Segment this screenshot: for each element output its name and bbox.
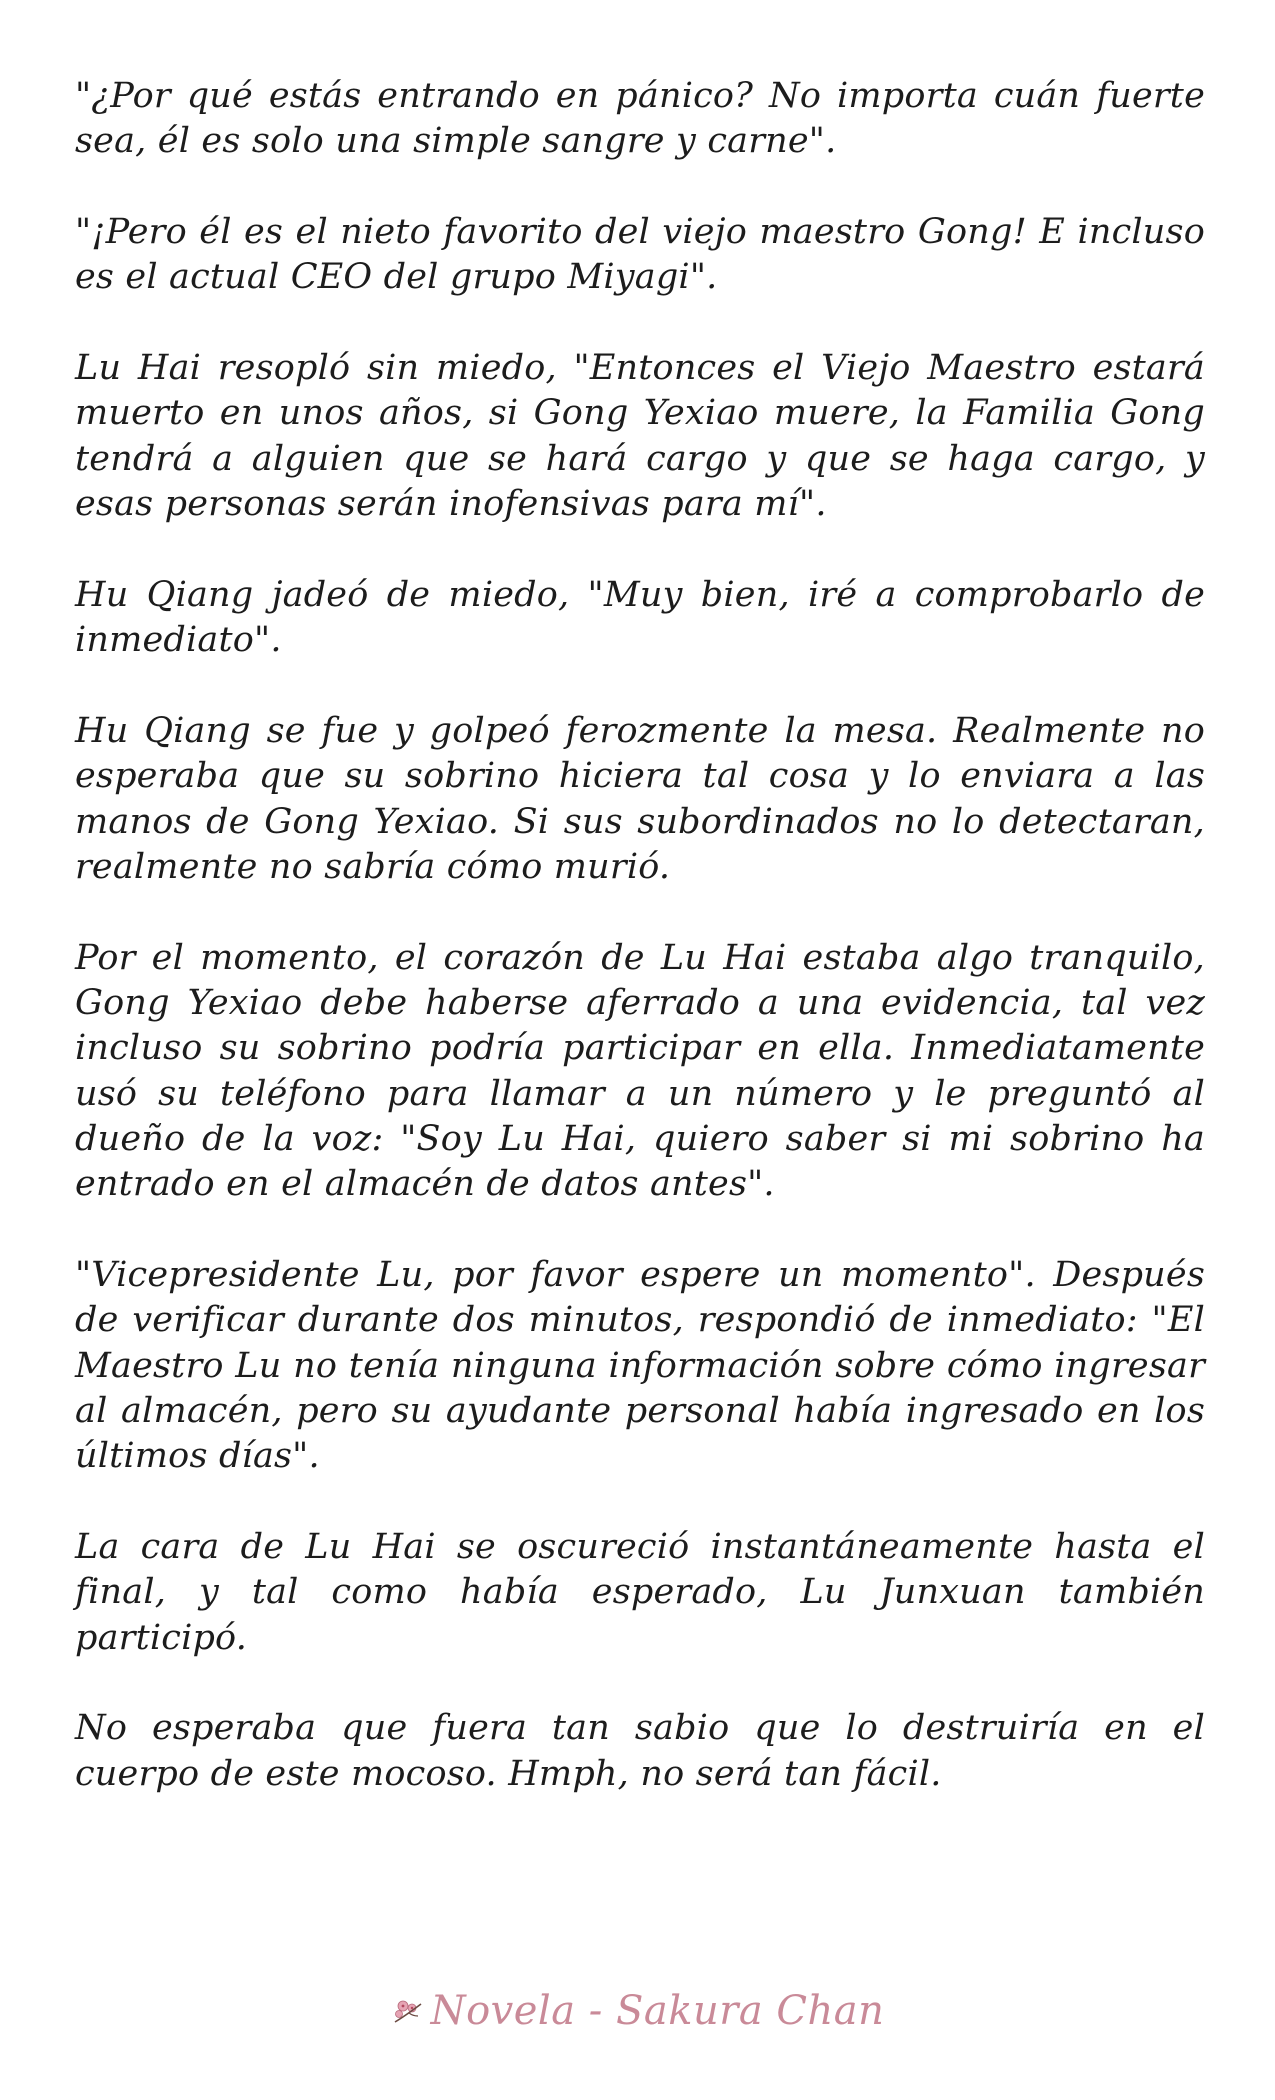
paragraph-3: Lu Hai resopló sin miedo, "Entonces el Viejo Maestro estará muerto en unos años, si Gong Yexiao muere, la Familia Gong tendrá a alguien que se hará cargo y que se haga cargo, y esas personas serán inofensivas para mí". <box>75 348 1205 525</box>
watermark-text: Novela - Sakura Chan <box>430 1988 885 2034</box>
paragraph-8: La cara de Lu Hai se oscureció instantáneamente hasta el final, y tal como había esperado, Lu Junxuan también participó. <box>75 1526 1205 1658</box>
paragraph-4: Hu Qiang jadeó de miedo, "Muy bien, iré a comprobarlo de inmediato". <box>75 574 1205 661</box>
paragraph-2: "¡Pero él es el nieto favorito del viejo maestro Gong! E incluso es el actual CEO del grupo Miyagi". <box>75 212 1205 298</box>
paragraph-6: Por el momento, el corazón de Lu Hai estaba algo tranquilo, Gong Yexiao debe haberse aferrado a una evidencia, tal vez incluso su sobrino podría participar en ella. Inmediatamente usó su teléfono para llamar a un número y le preguntó al dueño de la voz: "Soy Lu Hai, quiero saber si mi sobrino ha entrado en el almacén de datos antes". <box>75 937 1205 1205</box>
story-text <box>75 74 1205 1797</box>
paragraph-5: Hu Qiang se fue y golpeó ferozmente la mesa. Realmente no esperaba que su sobrino hiciera tal cosa y lo enviara a las manos de Gong Yexiao. Si sus subordinados no lo detectaran, realmente no sabría cómo murió. <box>75 710 1205 887</box>
paragraph-9: No esperaba que fuera tan sabio que lo destruiría en el cuerpo de este mocoso. Hmph, no será tan fácil. <box>75 1708 1205 1794</box>
paragraph-1: "¿Por qué estás entrando en pánico? No importa cuán fuerte sea, él es solo una simple sangre y carne". <box>75 76 1205 162</box>
paragraph-7: "Vicepresidente Lu, por favor espere un momento". Después de verificar durante dos minutos, respondió de inmediato: "El Maestro Lu no tenía ninguna información sobre cómo ingresar al almacén, pero su ayudante personal había ingresado en los últimos días". <box>75 1254 1205 1477</box>
sakura-flower-icon <box>391 1990 425 2020</box>
watermark <box>0 1988 1275 2034</box>
